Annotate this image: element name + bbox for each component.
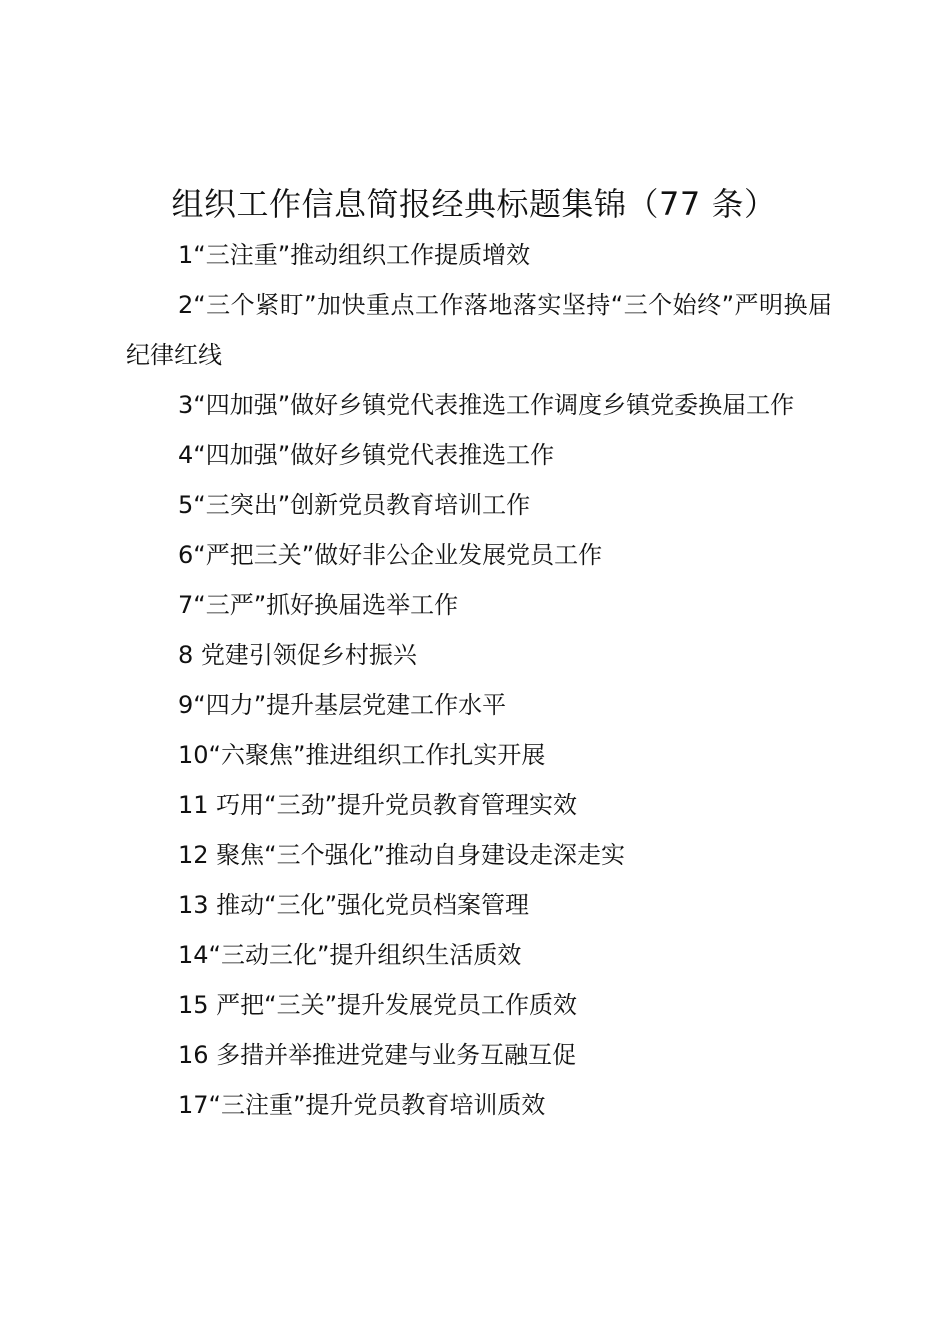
headline-item: 7“三严”抓好换届选举工作: [178, 591, 459, 619]
headline-item: 14“三动三化”提升组织生活质效: [178, 941, 522, 969]
headline-item: 5“三突出”创新党员教育培训工作: [178, 491, 531, 519]
headline-item: 16 多措并举推进党建与业务互融互促: [178, 1041, 577, 1069]
headline-item: 11 巧用“三劲”提升党员教育管理实效: [178, 791, 578, 819]
headline-item: 3“四加强”做好乡镇党代表推选工作调度乡镇党委换届工作: [178, 391, 795, 419]
headline-item: 17“三注重”提升党员教育培训质效: [178, 1091, 546, 1119]
headline-item: 6“严把三关”做好非公企业发展党员工作: [178, 541, 603, 569]
headline-item: 4“四加强”做好乡镇党代表推选工作: [178, 441, 555, 469]
headline-item: 1“三注重”推动组织工作提质增效: [178, 241, 531, 269]
headline-item: 10“六聚焦”推进组织工作扎实开展: [178, 741, 546, 769]
headline-list: [126, 230, 832, 1130]
headline-item: 15 严把“三关”提升发展党员工作质效: [178, 991, 578, 1019]
document-title: 组织工作信息简报经典标题集锦（77 条）: [171, 185, 777, 223]
headline-item: 12 聚焦“三个强化”推动自身建设走深走实: [178, 841, 626, 869]
headline-item: 9“四力”提升基层党建工作水平: [178, 691, 507, 719]
headline-item: 2“三个紧盯”加快重点工作落地落实坚持“三个始终”严明换届纪律红线: [126, 291, 832, 369]
headline-item: 13 推动“三化”强化党员档案管理: [178, 891, 530, 919]
headline-item: 8 党建引领促乡村振兴: [178, 641, 417, 669]
